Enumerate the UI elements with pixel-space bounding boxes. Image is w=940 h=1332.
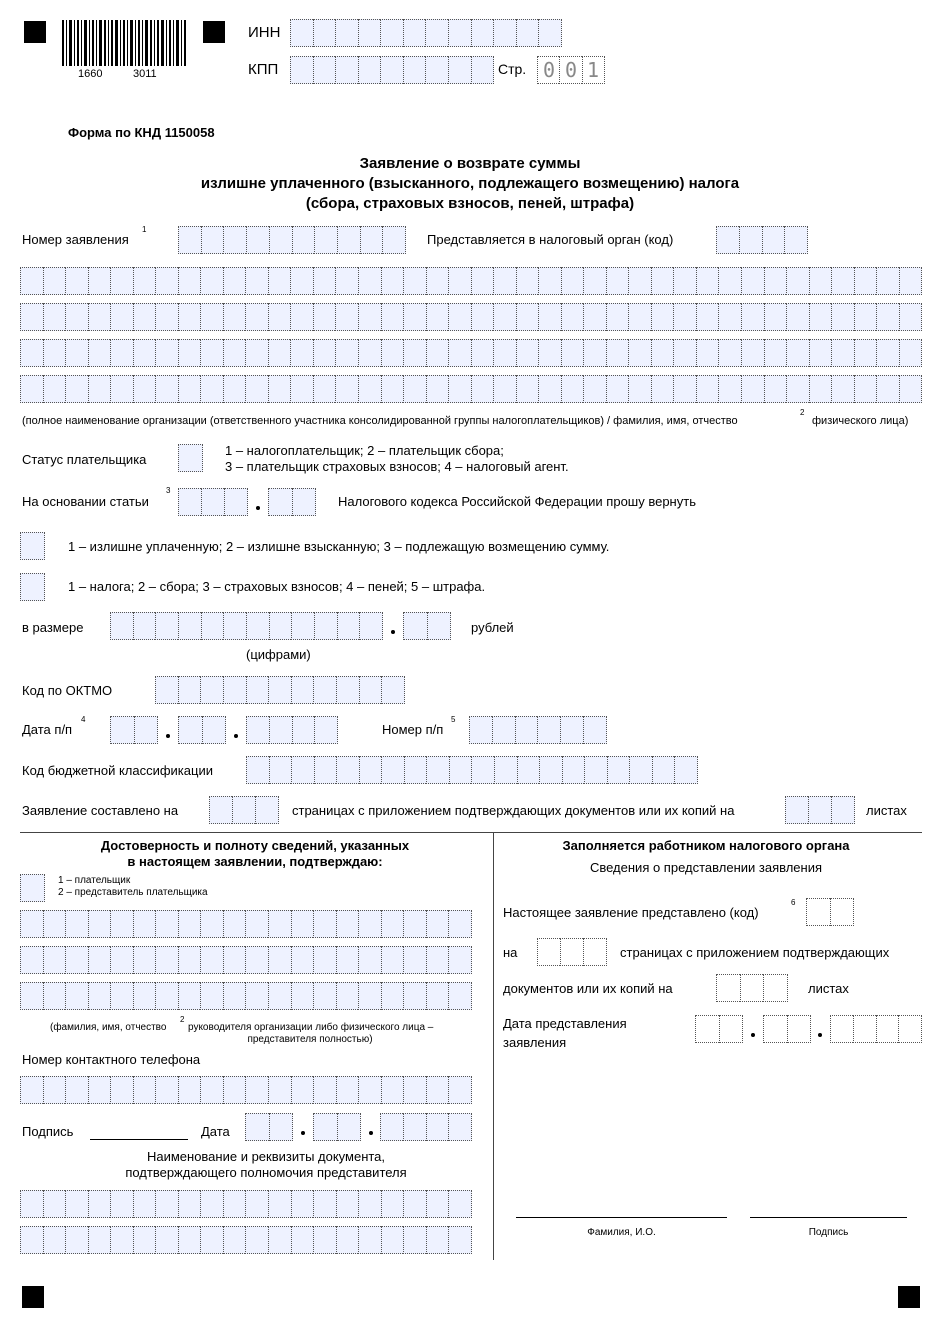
form-code: Форма по КНД 1150058 xyxy=(68,125,215,140)
page-digit-1: 0 xyxy=(542,58,556,82)
payer-status-field[interactable] xyxy=(178,444,203,472)
official-signature-line[interactable] xyxy=(750,1217,907,1218)
application-number-label: Номер заявления xyxy=(22,232,129,247)
signature-label: Подпись xyxy=(22,1124,74,1139)
article-label: На основании статьи xyxy=(22,494,149,509)
inn-field[interactable] xyxy=(290,19,562,47)
kpp-label: КПП xyxy=(248,61,279,78)
payment-date-year[interactable] xyxy=(246,716,338,744)
org-name-caption-sup: 2 xyxy=(800,408,805,417)
payer-status-option-1: 1 – налогоплательщик; 2 – плательщик сбора; xyxy=(225,443,504,458)
section-divider-vertical xyxy=(493,832,494,1260)
pages-received-field[interactable] xyxy=(537,938,607,966)
kpp-field[interactable] xyxy=(290,56,494,84)
receipt-date-day[interactable] xyxy=(695,1015,743,1043)
corner-mark-top-left xyxy=(24,21,46,43)
fio-caption-sup: 2 xyxy=(180,1015,185,1024)
confirmer-option-1: 1 – плательщик xyxy=(58,875,131,886)
receipt-date-month[interactable] xyxy=(763,1015,811,1043)
separator-dot xyxy=(301,1131,305,1135)
refund-kind-field[interactable] xyxy=(20,532,45,560)
fio-row-1[interactable] xyxy=(20,910,472,938)
separator-dot xyxy=(751,1033,755,1037)
phone-label: Номер контактного телефона xyxy=(22,1052,201,1067)
org-name-caption: (полное наименование организации (ответственного участника консолидированной группы налогоплательщиков) / фамилия, имя, отчество xyxy=(22,415,738,427)
sign-date-month[interactable] xyxy=(313,1113,361,1141)
pages-count-field[interactable] xyxy=(209,796,279,824)
left-heading-2: в настоящем заявлении, подтверждаю: xyxy=(127,854,383,869)
corner-mark-top-right xyxy=(203,21,225,43)
fio-caption-start: (фамилия, имя, отчество xyxy=(50,1022,167,1033)
submitted-sup: 6 xyxy=(791,898,796,907)
receipt-date-year[interactable] xyxy=(830,1015,922,1043)
right-subheading: Сведения о представлении заявления xyxy=(589,860,823,875)
separator-dot xyxy=(391,630,395,634)
article-sup: 3 xyxy=(166,486,171,495)
separator-dot xyxy=(369,1131,373,1135)
amount-label: в размере xyxy=(22,620,84,635)
page-digit-2: 0 xyxy=(564,58,578,82)
payment-date-month[interactable] xyxy=(178,716,226,744)
doc-heading-2: подтверждающего полномочия представителя xyxy=(125,1165,407,1180)
org-name-row-4[interactable] xyxy=(20,375,922,403)
fio-caption-end: руководителя организации либо физического лица – xyxy=(188,1022,434,1033)
oktmo-field[interactable] xyxy=(155,676,405,704)
pages-label-end: листах xyxy=(866,803,907,818)
pages-text: страницах с приложением подтверждающих xyxy=(620,945,890,960)
left-heading-1: Достоверность и полноту сведений, указанных xyxy=(100,838,410,853)
separator-dot xyxy=(256,506,260,510)
separator-dot xyxy=(818,1033,822,1037)
amount-rubles-field[interactable] xyxy=(110,612,383,640)
doc-row-1[interactable] xyxy=(20,1190,472,1218)
tax-authority-label: Представляется в налоговый орган (код) xyxy=(427,232,674,247)
payment-number-sup: 5 xyxy=(451,715,456,724)
org-name-row-1[interactable] xyxy=(20,267,922,295)
tax-authority-field[interactable] xyxy=(716,226,808,254)
submitted-code-field[interactable] xyxy=(806,898,854,926)
sheets-label: листах xyxy=(808,981,849,996)
refund-kind-options: 1 – излишне уплаченную; 2 – излишне взысканную; 3 – подлежащую возмещению сумму. xyxy=(68,539,610,554)
amount-kopecks-field[interactable] xyxy=(403,612,451,640)
payment-date-day[interactable] xyxy=(110,716,158,744)
payment-number-field[interactable] xyxy=(469,716,607,744)
payment-date-sup: 4 xyxy=(81,715,86,724)
confirmer-type-field[interactable] xyxy=(20,874,45,902)
title-line-3: (сбора, страховых взносов, пеней, штрафа) xyxy=(305,195,635,212)
barcode xyxy=(62,20,186,66)
amount-unit: рублей xyxy=(471,620,514,635)
payment-number-label: Номер п/п xyxy=(382,722,444,737)
org-name-caption-end: физического лица) xyxy=(812,415,909,427)
application-number-field[interactable] xyxy=(178,226,406,254)
title-line-1: Заявление о возврате суммы xyxy=(359,155,581,172)
pages-label-start: Заявление составлено на xyxy=(22,803,179,818)
date-label: Дата xyxy=(201,1124,230,1139)
payer-status-option-2: 3 – плательщик страховых взносов; 4 – налоговый агент. xyxy=(225,459,569,474)
official-signature-caption: Подпись xyxy=(808,1227,849,1238)
kbk-field[interactable] xyxy=(246,756,698,784)
confirmer-option-2: 2 – представитель плательщика xyxy=(58,887,208,898)
separator-dot xyxy=(166,734,170,738)
sign-date-year[interactable] xyxy=(380,1113,472,1141)
amount-caption: (цифрами) xyxy=(246,647,311,662)
official-name-line[interactable] xyxy=(516,1217,727,1218)
phone-field[interactable] xyxy=(20,1076,472,1104)
pages-label-mid: страницах с приложением подтверждающих документов или их копий на xyxy=(292,803,735,818)
article-text: Налогового кодекса Российской Федерации прошу вернуть xyxy=(338,494,696,509)
org-name-row-3[interactable] xyxy=(20,339,922,367)
application-number-sup: 1 xyxy=(142,225,147,234)
payer-status-label: Статус плательщика xyxy=(22,452,147,467)
kbk-label: Код бюджетной классификации xyxy=(22,763,213,778)
doc-row-2[interactable] xyxy=(20,1226,472,1254)
title-line-2: излишне уплаченного (взысканного, подлежащего возмещению) налога xyxy=(200,175,740,192)
corner-mark-bottom-right xyxy=(898,1286,920,1308)
payment-date-label: Дата п/п xyxy=(22,722,73,737)
submitted-label: Настоящее заявление представлено (код) xyxy=(503,905,759,920)
barcode-number-left: 1660 xyxy=(78,68,103,80)
official-name-caption: Фамилия, И.О. xyxy=(587,1227,656,1238)
fio-row-3[interactable] xyxy=(20,982,472,1010)
article-part-field[interactable] xyxy=(268,488,316,516)
right-heading: Заполняется работником налогового органа xyxy=(562,838,850,853)
payment-kind-options: 1 – налога; 2 – сбора; 3 – страховых взносов; 4 – пеней; 5 – штрафа. xyxy=(68,579,486,594)
barcode-number-right: 3011 xyxy=(133,68,157,80)
inn-label: ИНН xyxy=(248,24,281,41)
docs-text: документов или их копий на xyxy=(503,981,673,996)
sign-date-day[interactable] xyxy=(245,1113,293,1141)
attachments-sheets-field[interactable] xyxy=(785,796,855,824)
payment-kind-field[interactable] xyxy=(20,573,45,601)
separator-dot xyxy=(234,734,238,738)
fio-row-2[interactable] xyxy=(20,946,472,974)
receipt-date-label-1: Дата представления xyxy=(503,1016,627,1031)
oktmo-label: Код по ОКТМО xyxy=(22,683,113,698)
org-name-row-2[interactable] xyxy=(20,303,922,331)
on-label: на xyxy=(503,945,518,960)
section-divider xyxy=(20,832,922,833)
page-digit-3: 1 xyxy=(586,58,600,82)
article-number-field[interactable] xyxy=(178,488,248,516)
signature-line[interactable] xyxy=(90,1139,188,1140)
doc-heading-1: Наименование и реквизиты документа, xyxy=(146,1149,386,1164)
page-label: Стр. xyxy=(498,61,527,77)
receipt-date-label-2: заявления xyxy=(503,1035,567,1050)
sheets-received-field[interactable] xyxy=(716,974,788,1002)
fio-caption-line-2: представителя полностью) xyxy=(247,1034,373,1045)
corner-mark-bottom-left xyxy=(22,1286,44,1308)
